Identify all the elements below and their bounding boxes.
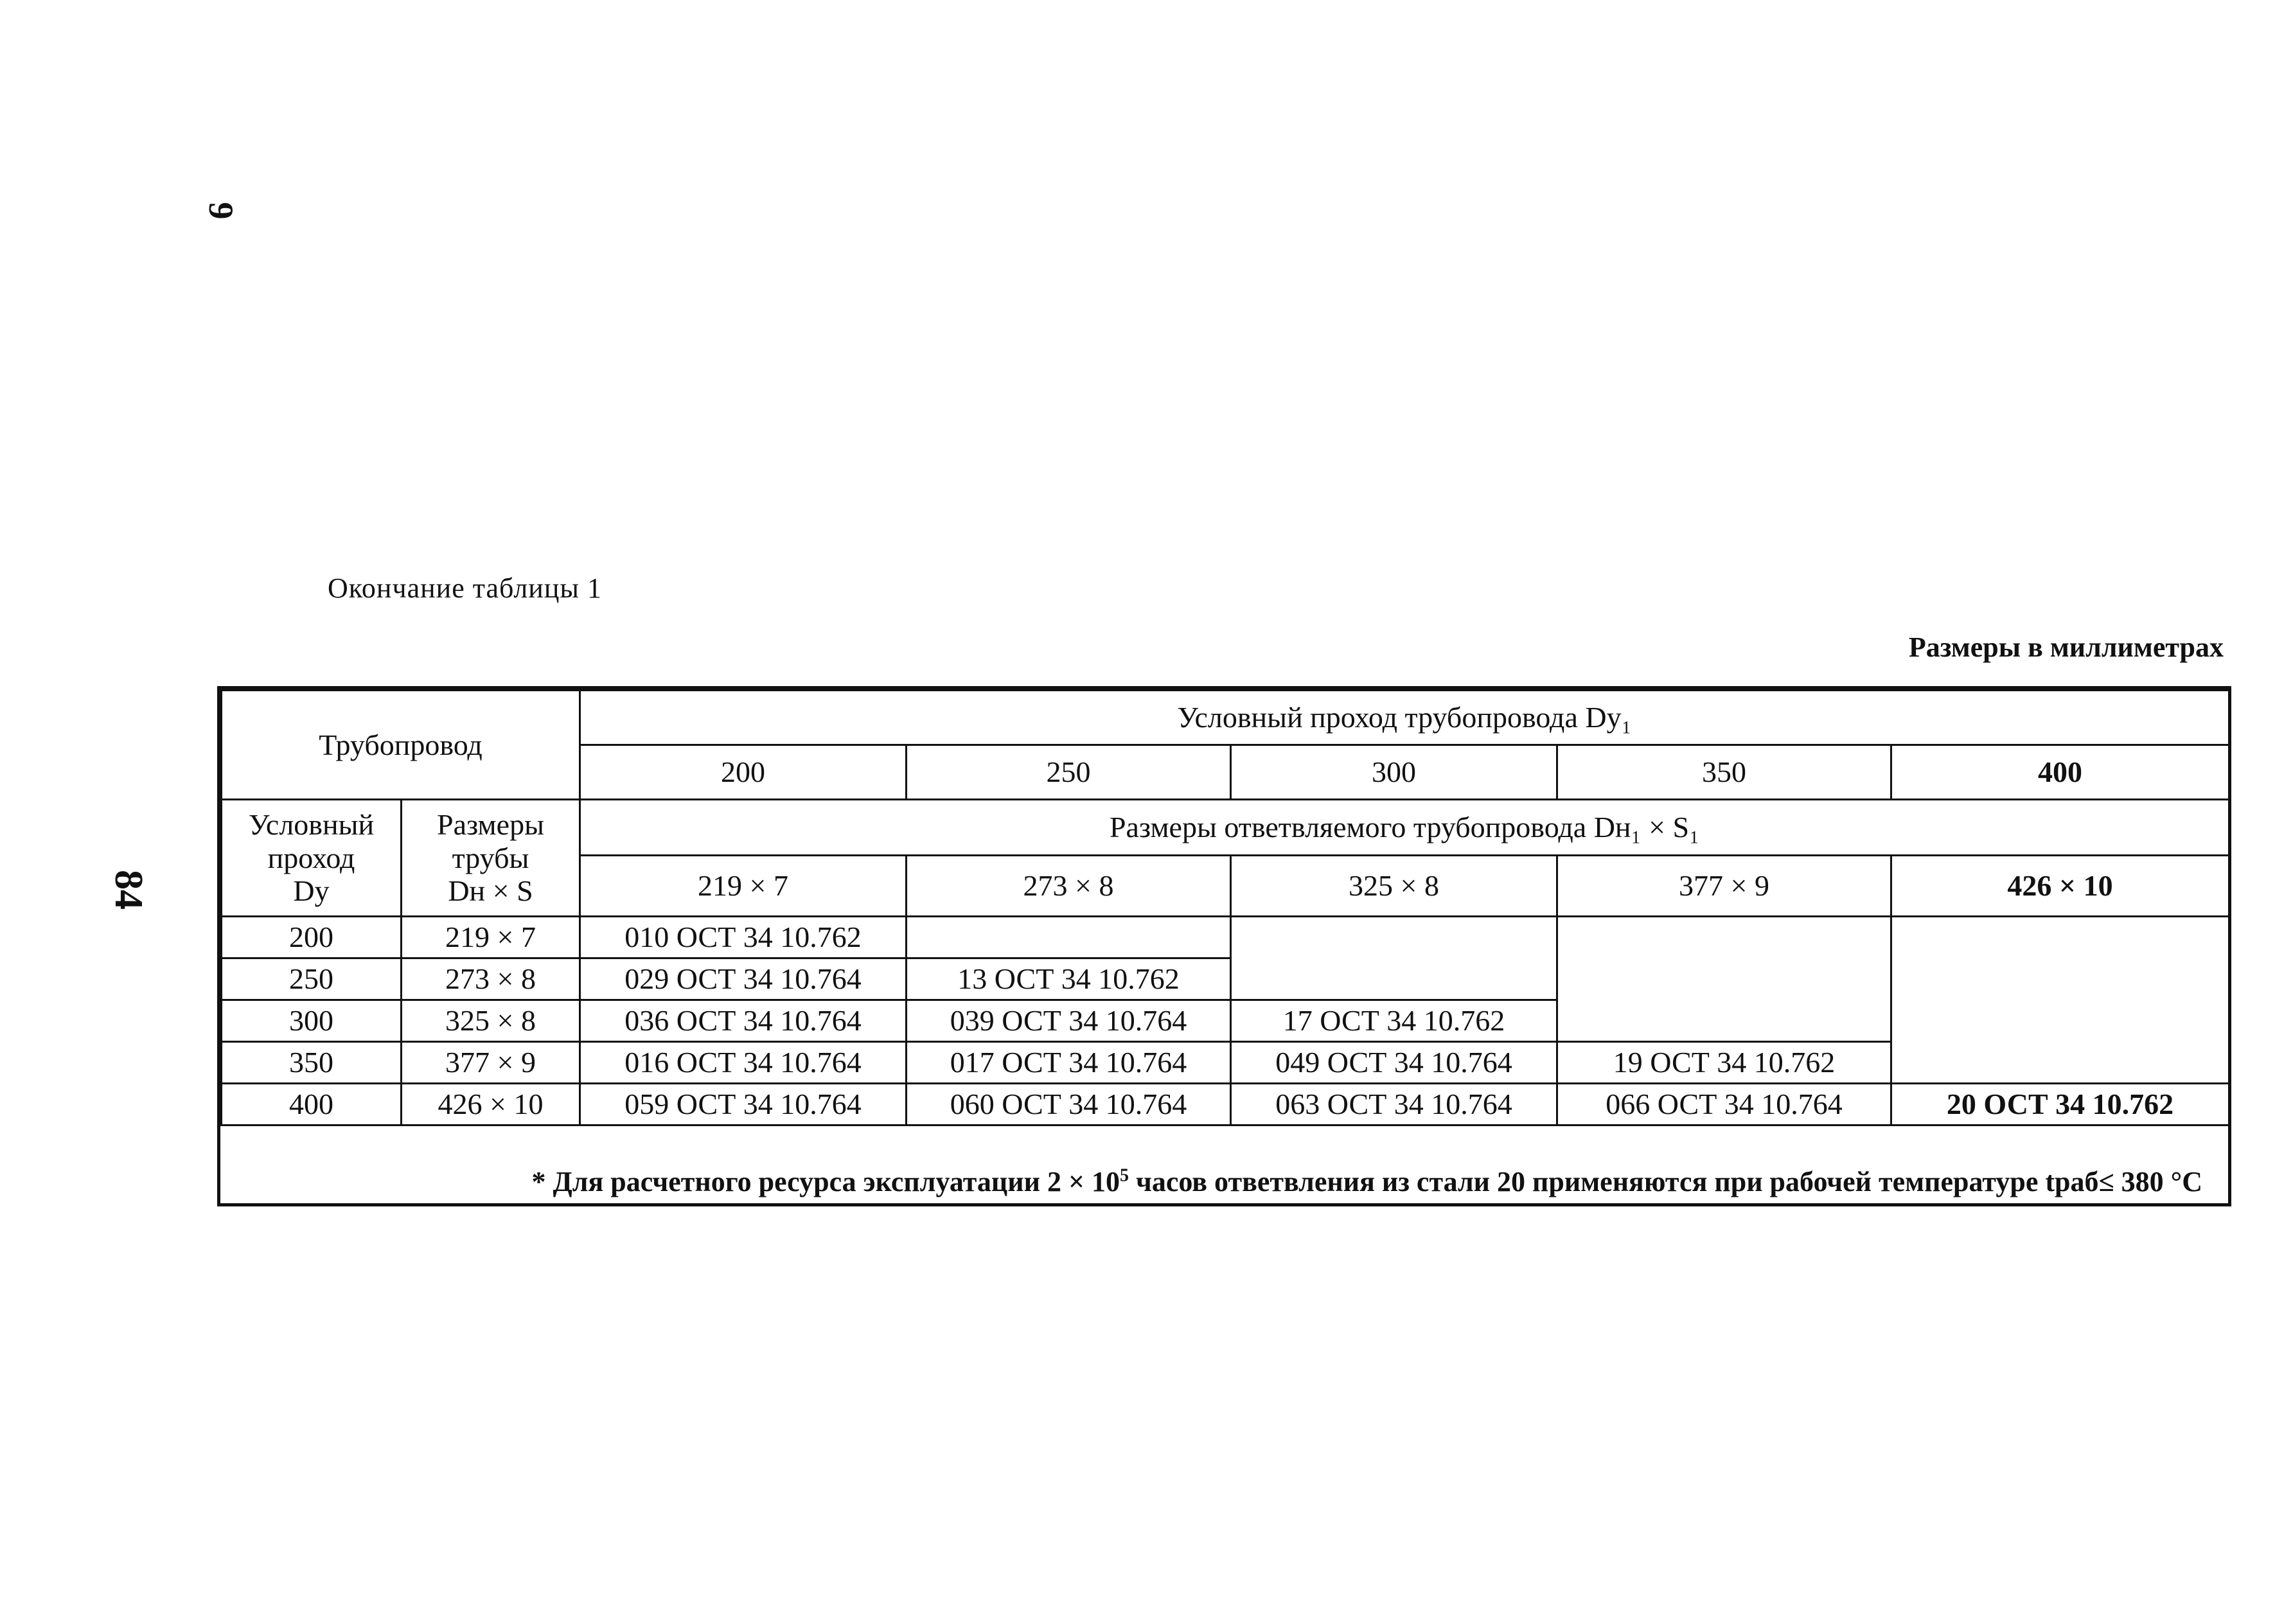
document-table [217,686,2231,1206]
row-cell: 059 ОСТ 34 10.764 [580,1084,907,1125]
table-caption: Окончание таблицы 1 [328,572,602,604]
header-branch-size-value: 325 × 8 [1231,856,1557,917]
header-branch-dy-value: 200 [580,745,907,800]
header-branch-dy-value: 300 [1231,745,1557,800]
row-size: 426 × 10 [402,1084,580,1125]
row-cell: 039 ОСТ 34 10.764 [907,1000,1231,1042]
row-cell: 17 ОСТ 34 10.762 [1231,1000,1557,1042]
header-branch-size-value: 377 × 9 [1557,856,1891,917]
row-cell: 016 ОСТ 34 10.764 [580,1042,907,1084]
row-cell: 19 ОСТ 34 10.762 [1557,1042,1891,1084]
row-size: 377 × 9 [402,1042,580,1084]
header-branch-dy-value: 400 [1891,745,2229,800]
table-row [222,917,2229,958]
row-cell-empty [1231,917,1557,1000]
row-size: 273 × 8 [402,958,580,1000]
row-cell: 20 ОСТ 34 10.762 [1891,1084,2229,1125]
table-row [222,1084,2229,1125]
row-dy: 250 [222,958,402,1000]
row-size: 219 × 7 [402,917,580,958]
row-cell: 036 ОСТ 34 10.764 [580,1000,907,1042]
row-cell: 13 ОСТ 34 10.762 [907,958,1231,1000]
row-cell: 049 ОСТ 34 10.764 [1231,1042,1557,1084]
header-col-dy-line: Условный [248,808,375,842]
header-col-dy [222,800,402,917]
row-dy: 400 [222,1084,402,1125]
row-cell: 063 ОСТ 34 10.764 [1231,1084,1557,1125]
header-branch-dy-value: 250 [907,745,1231,800]
row-cell: 029 ОСТ 34 10.764 [580,958,907,1000]
page-side-number-top: 9 [202,202,240,220]
header-col-dy-line: Dy [293,874,330,908]
row-cell-empty [1557,917,1891,1042]
header-branch-size-value: 273 × 8 [907,856,1231,917]
header-col-size-line: Dн × S [448,874,533,908]
header-branch-size: Размеры ответвляемого трубопровода Dн₁ × S₁ [580,800,2229,856]
header-branch-size-value: 219 × 7 [580,856,907,917]
footnote-suffix: часов ответвления из стали 20 применяются при рабочей температуре tраб≤ 380 °С [1129,1166,2202,1197]
row-cell: 060 ОСТ 34 10.764 [907,1084,1231,1125]
footnote-prefix: * Для расчетного ресурса эксплуатации 2 × 10 [531,1166,1120,1197]
row-dy: 200 [222,917,402,958]
header-col-size [402,800,580,917]
row-cell: 017 ОСТ 34 10.764 [907,1042,1231,1084]
header-col-dy-line: проход [267,841,355,874]
footnote-exponent: 5 [1120,1165,1129,1186]
row-size: 325 × 8 [402,1000,580,1042]
header-pipeline: Трубопровод [222,691,580,800]
header-branch-size-value: 426 × 10 [1891,856,2229,917]
table-footnote [220,1165,2228,1198]
row-cell: 066 ОСТ 34 10.764 [1557,1084,1891,1125]
units-note: Размеры в миллиметрах [1908,631,2224,663]
row-cell: 010 ОСТ 34 10.762 [580,917,907,958]
header-branch-dy: Условный проход трубопровода Dy₁ [580,691,2229,745]
header-col-size-line: Размеры [437,808,544,842]
page-side-number: 84 [107,870,150,910]
row-cell [907,917,1231,958]
row-cell-empty [1891,917,2229,1084]
header-branch-dy-value: 350 [1557,745,1891,800]
header-col-size-line: трубы [452,841,529,874]
row-dy: 300 [222,1000,402,1042]
row-dy: 350 [222,1042,402,1084]
table-grid [220,689,2230,1126]
